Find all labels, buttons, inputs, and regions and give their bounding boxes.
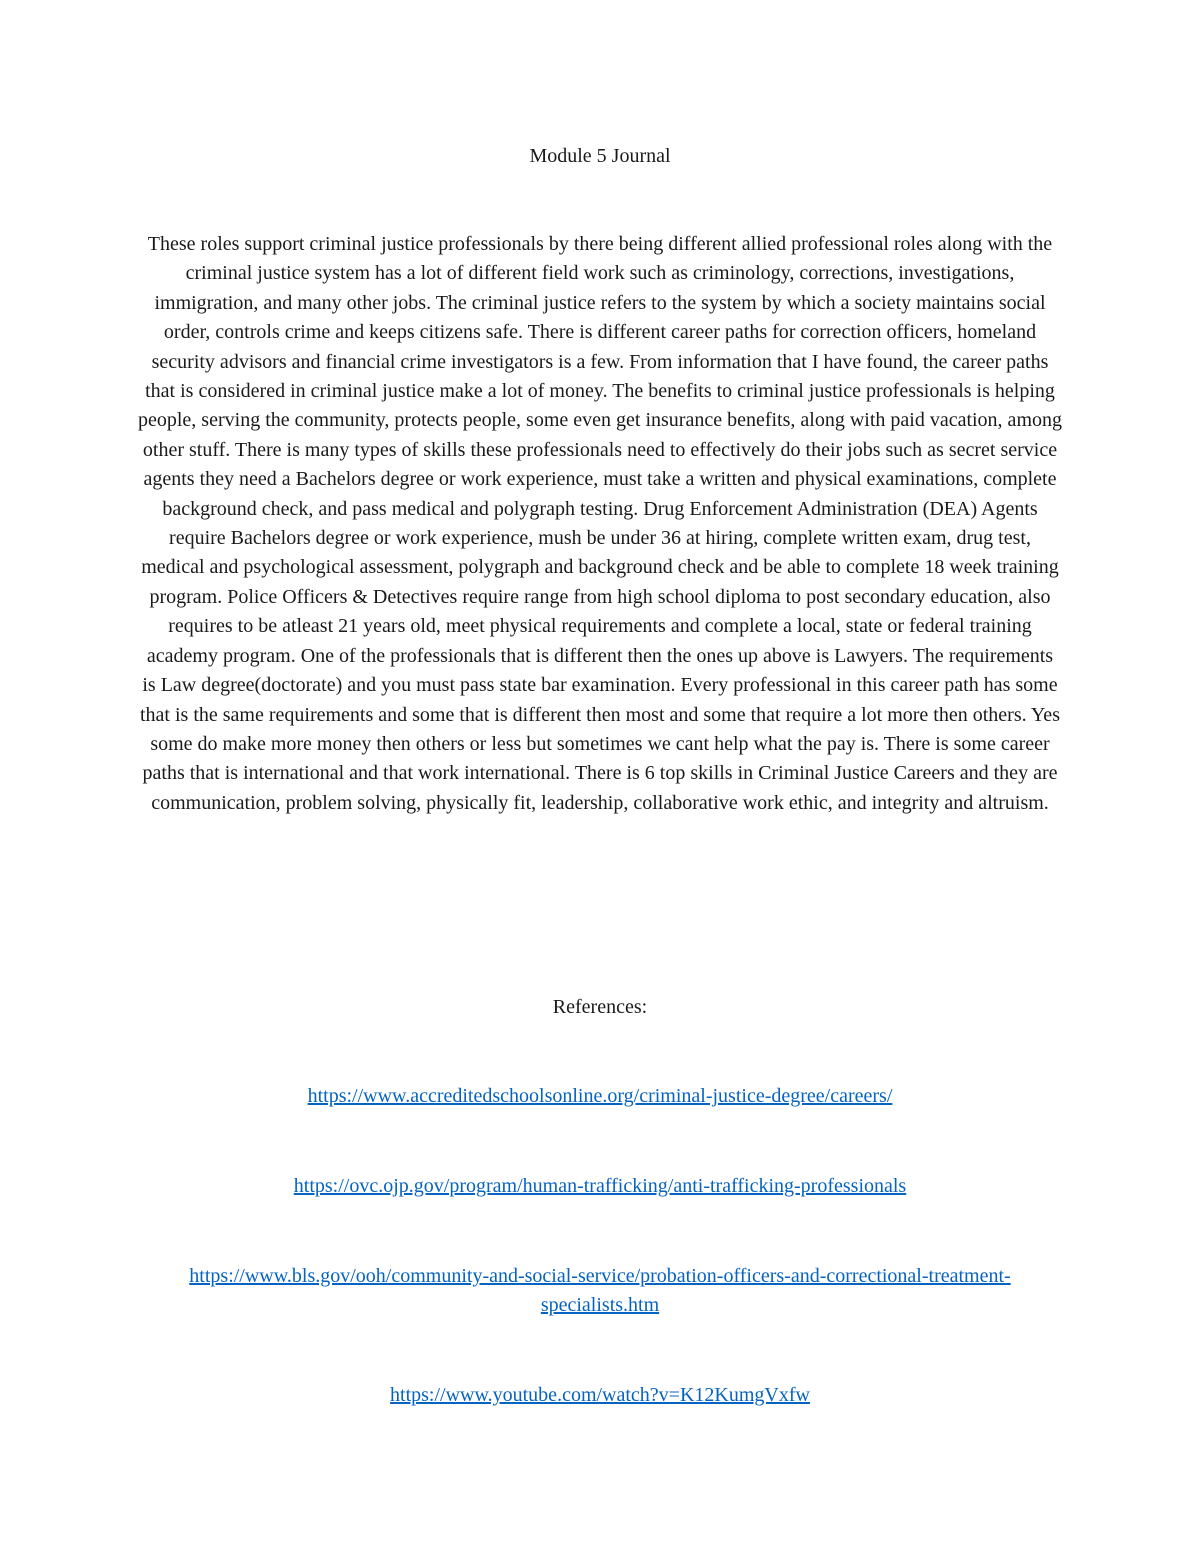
reference-link-accreditedschoolsonline[interactable]: https://www.accreditedschoolsonline.org/criminal-justice-degree/careers/ [307,1085,893,1107]
document-title: Module 5 Journal [529,145,671,167]
reference-link-bls[interactable]: https://www.bls.gov/ooh/community-and-social-service/probation-officers-and-correctional-treatment-specialists.htm [189,1265,1011,1317]
reference-link-youtube[interactable]: https://www.youtube.com/watch?v=K12KumgVxfw [390,1384,810,1406]
journal-body-paragraph: These roles support criminal justice professionals by there being different allied professional roles along with the criminal justice system has a lot of different field work such as criminology, corrections, investigations, immigration, and many other jobs. The criminal justice refers to the system by which a society maintains social order, controls crime and keeps citizens safe. There is different career paths for correction officers, homeland security advisors and financial crime investigators is a few. From information that I have found, the career paths that is considered in criminal justice make a lot of money. The benefits to criminal justice professionals is helping people, serving the community, protects people, some even get insurance benefits, along with paid vacation, among other stuff. There is many types of skills these professionals need to effectively do their jobs such as secret service agents they need a Bachelors degree or work experience, must take a written and physical examinations, complete background check, and pass medical and polygraph testing. Drug Enforcement Administration (DEA) Agents require Bachelors degree or work experience, mush be under 36 at hiring, complete written exam, drug test, medical and psychological assessment, polygraph and background check and be able to complete 18 week training program. Police Officers & Detectives require range from high school diploma to post secondary education, also requires to be atleast 21 years old, meet physical requirements and complete a local, state or federal training academy program. One of the professionals that is different then the ones up above is Lawyers. The requirements is Law degree(doctorate) and you must pass state bar examination. Every professional in this career path has some that is the same requirements and some that is different then most and some that require a lot more then others. Yes some do make more money then others or less but sometimes we cant help what the pay is. There is some career paths that is international and that work international. There is 6 top skills in Criminal Justice Careers and they are communication, problem solving, physically fit, leadership, collaborative work ethic, and integrity and altruism. [138,233,1062,814]
reference-link-ovc-ojp[interactable]: https://ovc.ojp.gov/program/human-trafficking/anti-trafficking-professionals [293,1175,907,1197]
references-heading: References: [552,996,648,1018]
